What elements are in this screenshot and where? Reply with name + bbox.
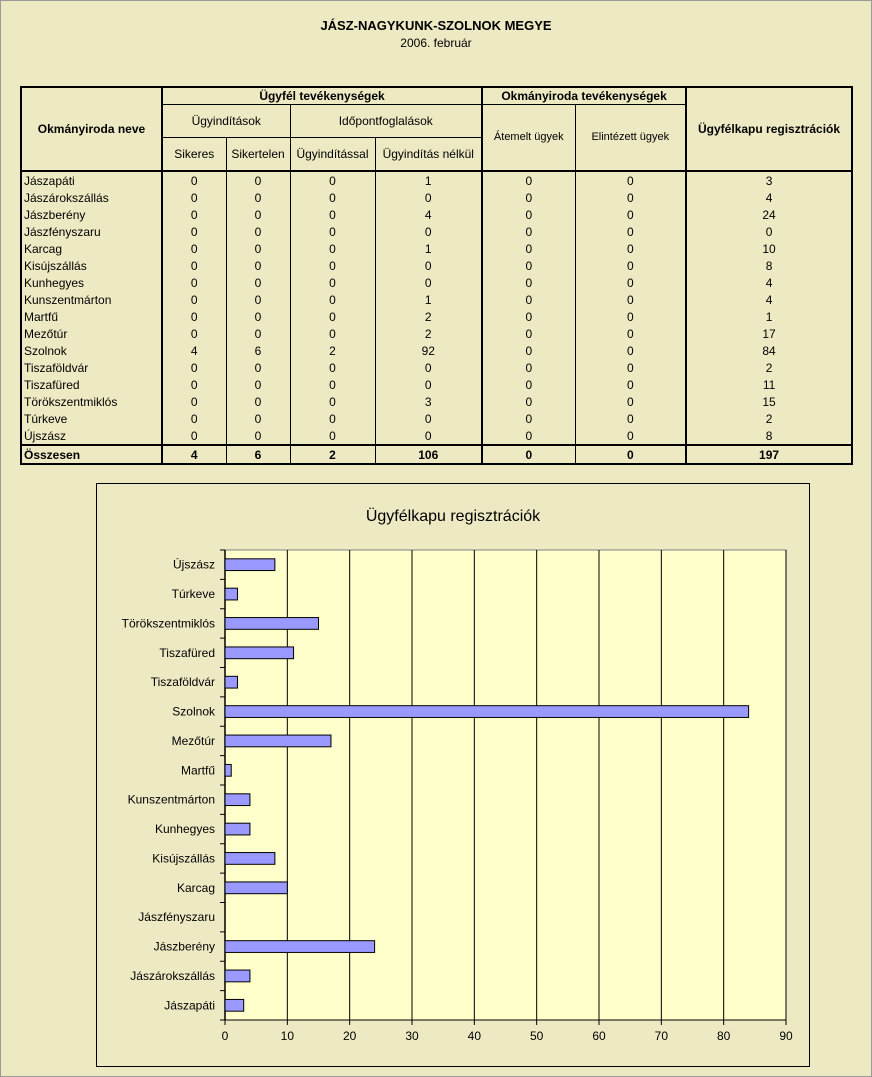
value-cell: 0 bbox=[575, 445, 686, 464]
x-tick-label: 50 bbox=[529, 1029, 544, 1043]
value-cell: 0 bbox=[575, 274, 686, 291]
office-name-cell: Törökszentmiklós bbox=[21, 393, 162, 410]
value-cell: 0 bbox=[226, 171, 290, 189]
value-cell: 0 bbox=[482, 308, 575, 325]
table-row bbox=[21, 189, 852, 206]
category-label: Martfű bbox=[180, 763, 215, 778]
table-row bbox=[21, 393, 852, 410]
bar bbox=[225, 823, 250, 835]
value-cell: 0 bbox=[290, 308, 375, 325]
bar bbox=[225, 647, 294, 659]
value-cell: 0 bbox=[226, 189, 290, 206]
value-cell: 1 bbox=[375, 291, 482, 308]
table-row bbox=[21, 410, 852, 427]
value-cell: 4 bbox=[375, 206, 482, 223]
value-cell: 6 bbox=[226, 445, 290, 464]
value-cell: 2 bbox=[375, 308, 482, 325]
table-row bbox=[21, 342, 852, 359]
value-cell: 0 bbox=[375, 410, 482, 427]
value-cell: 0 bbox=[290, 393, 375, 410]
value-cell: 8 bbox=[686, 257, 852, 274]
office-name-cell: Túrkeve bbox=[21, 410, 162, 427]
value-cell: 0 bbox=[226, 376, 290, 393]
value-cell: 0 bbox=[290, 376, 375, 393]
value-cell: 0 bbox=[162, 171, 226, 189]
value-cell: 0 bbox=[162, 308, 226, 325]
value-cell: 0 bbox=[226, 223, 290, 240]
category-label: Jászapáti bbox=[164, 998, 215, 1013]
bar bbox=[225, 999, 244, 1011]
value-cell: 0 bbox=[686, 223, 852, 240]
value-cell: 15 bbox=[686, 393, 852, 410]
value-cell: 0 bbox=[162, 376, 226, 393]
x-tick-label: 70 bbox=[654, 1029, 669, 1043]
page-title: JÁSZ-NAGYKUNK-SZOLNOK MEGYE bbox=[320, 18, 552, 33]
category-label: Jászárokszállás bbox=[130, 968, 215, 983]
value-cell: 0 bbox=[575, 427, 686, 445]
value-cell: 10 bbox=[686, 240, 852, 257]
value-cell: 0 bbox=[375, 359, 482, 376]
chart-title: Ügyfélkapu regisztrációk bbox=[365, 508, 541, 525]
value-cell: 0 bbox=[162, 223, 226, 240]
x-tick-label: 60 bbox=[592, 1029, 606, 1043]
value-cell: 2 bbox=[290, 445, 375, 464]
value-cell: 0 bbox=[162, 359, 226, 376]
value-cell: 0 bbox=[575, 189, 686, 206]
office-name-cell: Újszász bbox=[21, 427, 162, 445]
value-cell: 0 bbox=[162, 240, 226, 257]
header-settled: Elintézett ügyek bbox=[575, 104, 686, 171]
office-name-cell: Jászapáti bbox=[21, 171, 162, 189]
value-cell: 0 bbox=[575, 359, 686, 376]
value-cell: 0 bbox=[290, 240, 375, 257]
bar bbox=[225, 618, 319, 630]
category-label: Kunszentmárton bbox=[127, 792, 215, 807]
value-cell: 0 bbox=[482, 325, 575, 342]
category-label: Tiszaföldvár bbox=[150, 675, 215, 690]
value-cell: 0 bbox=[226, 291, 290, 308]
value-cell: 0 bbox=[226, 359, 290, 376]
office-name-cell: Tiszaföldvár bbox=[21, 359, 162, 376]
value-cell: 17 bbox=[686, 325, 852, 342]
office-name-cell: Kunhegyes bbox=[21, 274, 162, 291]
value-cell: 0 bbox=[290, 291, 375, 308]
office-name-cell: Mezőtúr bbox=[21, 325, 162, 342]
value-cell: 0 bbox=[375, 376, 482, 393]
value-cell: 6 bbox=[226, 342, 290, 359]
value-cell: 0 bbox=[375, 427, 482, 445]
value-cell: 0 bbox=[375, 257, 482, 274]
value-cell: 0 bbox=[290, 274, 375, 291]
office-name-cell: Jászberény bbox=[21, 206, 162, 223]
value-cell: 0 bbox=[375, 223, 482, 240]
value-cell: 1 bbox=[375, 240, 482, 257]
value-cell: 92 bbox=[375, 342, 482, 359]
table-row bbox=[21, 257, 852, 274]
table-row bbox=[21, 427, 852, 445]
value-cell: 0 bbox=[482, 445, 575, 464]
value-cell: 0 bbox=[226, 427, 290, 445]
category-label: Jászberény bbox=[153, 939, 215, 954]
value-cell: 0 bbox=[290, 257, 375, 274]
value-cell: 0 bbox=[290, 171, 375, 189]
value-cell: 0 bbox=[482, 376, 575, 393]
value-cell: 0 bbox=[226, 257, 290, 274]
header-office-activities: Okmányiroda tevékenységek bbox=[482, 87, 686, 104]
bar bbox=[225, 764, 231, 776]
value-cell: 0 bbox=[575, 291, 686, 308]
category-label: Tiszafüred bbox=[159, 645, 215, 660]
value-cell: 4 bbox=[686, 189, 852, 206]
header-fail: Sikertelen bbox=[226, 137, 290, 171]
header-office-name: Okmányiroda neve bbox=[21, 87, 162, 171]
value-cell: 0 bbox=[482, 291, 575, 308]
office-name-cell: Jászárokszállás bbox=[21, 189, 162, 206]
value-cell: 0 bbox=[575, 410, 686, 427]
header-appointments: Időpontfoglalások bbox=[290, 104, 482, 137]
bar bbox=[225, 735, 331, 747]
value-cell: 3 bbox=[375, 393, 482, 410]
value-cell: 0 bbox=[375, 189, 482, 206]
value-cell: 0 bbox=[575, 342, 686, 359]
value-cell: 84 bbox=[686, 342, 852, 359]
value-cell: 197 bbox=[686, 445, 852, 464]
value-cell: 0 bbox=[575, 171, 686, 189]
table-row bbox=[21, 223, 852, 240]
x-tick-label: 30 bbox=[405, 1029, 419, 1043]
table-row bbox=[21, 274, 852, 291]
office-name-cell: Kisújszállás bbox=[21, 257, 162, 274]
bar-chart bbox=[97, 484, 809, 1066]
office-name-cell: Martfű bbox=[21, 308, 162, 325]
category-label: Kisújszállás bbox=[152, 851, 215, 866]
value-cell: 2 bbox=[686, 359, 852, 376]
bar bbox=[225, 559, 275, 571]
value-cell: 0 bbox=[482, 240, 575, 257]
table-row bbox=[21, 171, 852, 189]
office-name-cell: Tiszafüred bbox=[21, 376, 162, 393]
value-cell: 0 bbox=[482, 189, 575, 206]
value-cell: 0 bbox=[482, 223, 575, 240]
value-cell: 4 bbox=[686, 274, 852, 291]
bar bbox=[225, 706, 749, 718]
value-cell: 0 bbox=[162, 427, 226, 445]
page-subtitle: 2006. február bbox=[400, 36, 472, 50]
table-row bbox=[21, 206, 852, 223]
value-cell: 4 bbox=[162, 445, 226, 464]
office-name-cell: Kunszentmárton bbox=[21, 291, 162, 308]
value-cell: 0 bbox=[575, 376, 686, 393]
value-cell: 0 bbox=[482, 427, 575, 445]
value-cell: 1 bbox=[375, 171, 482, 189]
value-cell: 106 bbox=[375, 445, 482, 464]
value-cell: 0 bbox=[575, 223, 686, 240]
value-cell: 0 bbox=[575, 308, 686, 325]
table-row bbox=[21, 359, 852, 376]
value-cell: 0 bbox=[226, 240, 290, 257]
bar bbox=[225, 941, 375, 953]
value-cell: 0 bbox=[226, 308, 290, 325]
category-label: Szolnok bbox=[172, 704, 215, 719]
header-transferred: Átemelt ügyek bbox=[482, 104, 575, 171]
office-name-cell: Karcag bbox=[21, 240, 162, 257]
table-row bbox=[21, 240, 852, 257]
category-label: Törökszentmiklós bbox=[121, 616, 215, 631]
value-cell: 0 bbox=[162, 206, 226, 223]
bar bbox=[225, 676, 237, 688]
header-client-activities: Ügyfél tevékenységek bbox=[162, 87, 482, 104]
category-label: Túrkeve bbox=[171, 587, 215, 602]
x-tick-label: 40 bbox=[467, 1029, 482, 1043]
x-tick-label: 20 bbox=[342, 1029, 357, 1043]
value-cell: 0 bbox=[575, 240, 686, 257]
value-cell: 0 bbox=[482, 393, 575, 410]
value-cell: 0 bbox=[575, 257, 686, 274]
category-label: Újszász bbox=[172, 557, 215, 572]
bar bbox=[225, 588, 237, 600]
bar bbox=[225, 853, 275, 865]
value-cell: 0 bbox=[482, 171, 575, 189]
office-name-cell: Jászfényszaru bbox=[21, 223, 162, 240]
header-without-case: Ügyindítás nélkül bbox=[375, 137, 482, 171]
value-cell: 0 bbox=[290, 223, 375, 240]
x-tick-label: 90 bbox=[779, 1029, 793, 1043]
value-cell: 0 bbox=[290, 189, 375, 206]
table-row bbox=[21, 308, 852, 325]
value-cell: 24 bbox=[686, 206, 852, 223]
value-cell: 0 bbox=[162, 410, 226, 427]
office-name-cell: Összesen bbox=[21, 445, 162, 464]
header-with-case: Ügyindítással bbox=[290, 137, 375, 171]
bar bbox=[225, 794, 250, 806]
office-name-cell: Szolnok bbox=[21, 342, 162, 359]
value-cell: 0 bbox=[290, 410, 375, 427]
value-cell: 0 bbox=[575, 393, 686, 410]
value-cell: 0 bbox=[482, 206, 575, 223]
bar bbox=[225, 882, 287, 894]
value-cell: 0 bbox=[226, 410, 290, 427]
x-tick-label: 10 bbox=[280, 1029, 295, 1043]
value-cell: 0 bbox=[290, 325, 375, 342]
value-cell: 0 bbox=[290, 359, 375, 376]
value-cell: 0 bbox=[162, 257, 226, 274]
value-cell: 0 bbox=[290, 427, 375, 445]
value-cell: 1 bbox=[686, 308, 852, 325]
category-label: Mezőtúr bbox=[171, 733, 215, 748]
chart-box bbox=[96, 483, 810, 1067]
value-cell: 0 bbox=[162, 274, 226, 291]
value-cell: 0 bbox=[575, 325, 686, 342]
table-row bbox=[21, 325, 852, 342]
value-cell: 0 bbox=[226, 325, 290, 342]
category-label: Karcag bbox=[176, 880, 215, 895]
value-cell: 0 bbox=[162, 325, 226, 342]
value-cell: 0 bbox=[575, 206, 686, 223]
table-row bbox=[21, 376, 852, 393]
value-cell: 4 bbox=[162, 342, 226, 359]
value-cell: 0 bbox=[162, 291, 226, 308]
value-cell: 2 bbox=[375, 325, 482, 342]
value-cell: 0 bbox=[482, 359, 575, 376]
category-label: Jászfényszaru bbox=[138, 910, 215, 925]
value-cell: 0 bbox=[226, 393, 290, 410]
value-cell: 3 bbox=[686, 171, 852, 189]
statistics-table bbox=[20, 86, 853, 465]
value-cell: 2 bbox=[290, 342, 375, 359]
value-cell: 8 bbox=[686, 427, 852, 445]
value-cell: 0 bbox=[162, 393, 226, 410]
value-cell: 0 bbox=[226, 206, 290, 223]
x-tick-label: 0 bbox=[221, 1029, 229, 1043]
value-cell: 0 bbox=[482, 342, 575, 359]
value-cell: 0 bbox=[290, 206, 375, 223]
value-cell: 0 bbox=[226, 274, 290, 291]
value-cell: 0 bbox=[162, 189, 226, 206]
table-total-row bbox=[21, 445, 852, 464]
value-cell: 11 bbox=[686, 376, 852, 393]
bar bbox=[225, 970, 250, 982]
value-cell: 0 bbox=[375, 274, 482, 291]
x-tick-label: 80 bbox=[716, 1029, 731, 1043]
value-cell: 4 bbox=[686, 291, 852, 308]
category-label: Kunhegyes bbox=[154, 822, 215, 837]
table-row bbox=[21, 291, 852, 308]
header-registrations: Ügyfélkapu regisztrációk bbox=[686, 87, 852, 171]
header-success: Sikeres bbox=[162, 137, 226, 171]
value-cell: 0 bbox=[482, 257, 575, 274]
value-cell: 0 bbox=[482, 274, 575, 291]
value-cell: 0 bbox=[482, 410, 575, 427]
value-cell: 2 bbox=[686, 410, 852, 427]
header-cases: Ügyindítások bbox=[162, 104, 290, 137]
